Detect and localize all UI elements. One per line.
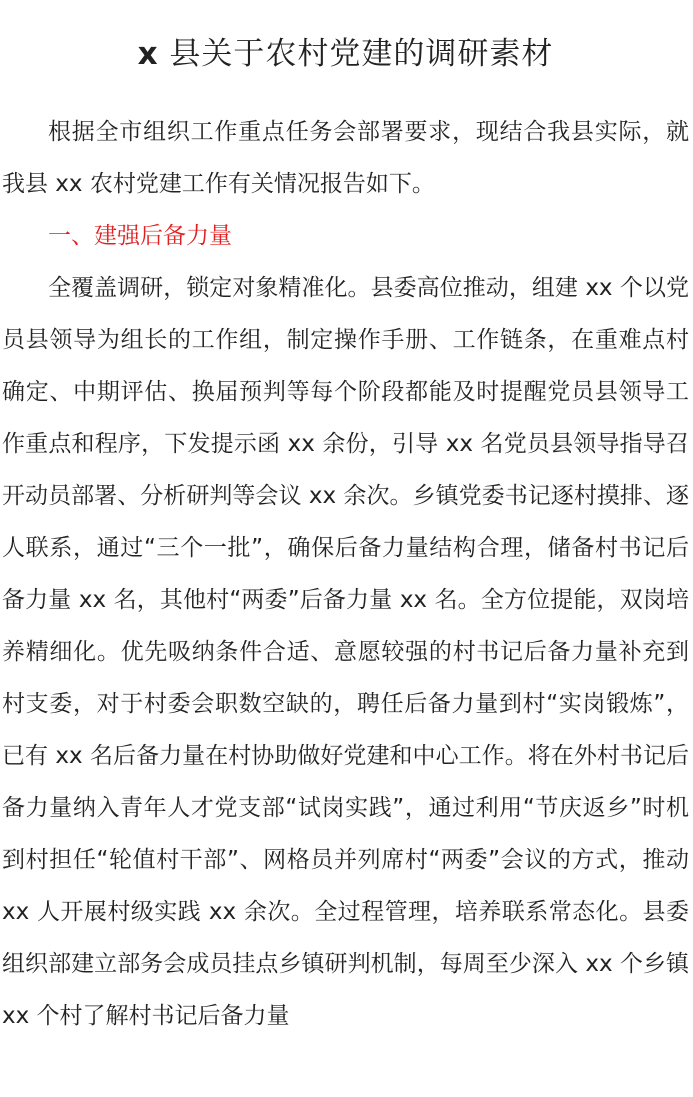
- section-1-paragraph: 全覆盖调研，锁定对象精准化。县委高位推动，组建 xx 个以党员县领导为组长的工作组，制定操作手册、工作链条，在重难点村确定、中期评估、换届预判等每个阶段都能及时提醒党员县领导工作重点和程序，下发提示函 xx 余份，引导 xx 名党员县领导指导召开动员部署、分析研判等会议 xx 余次。乡镇党委书记逐村摸排、逐人联系，通过“三个一批”，确保后备力量结构合理，储备村书记后备力量 xx 名，其他村“两委”后备力量 xx 名。全方位提能，双岗培养精细化。优先吸纳条件合适、意愿较强的村书记后备力量补充到村支委，对于村委会职数空缺的，聘任后备力量到村“实岗锻炼”，已有 xx 名后备力量在村协助做好党建和中心工作。将在外村书记后备力量纳入青年人才党支部“试岗实践”，通过利用“节庆返乡”时机到村担任“轮值村干部”、网格员并列席村“两委”会议的方式，推动 xx 人开展村级实践 xx 余次。全过程管理，培养联系常态化。县委组织部建立部务会成员挂点乡镇研判机制，每周至少深入 xx 个乡镇 xx 个村了解村书记后备力量: [2, 275, 689, 1029]
- section-heading-1: 一、建强后备力量: [48, 223, 232, 249]
- document-title: [2, 0, 689, 75]
- intro-paragraph: 根据全市组织工作重点任务会部署要求，现结合我县实际，就我县 xx 农村党建工作有关情况报告如下。: [2, 119, 689, 197]
- document-body: [2, 106, 689, 1042]
- document-title-lead: x: [137, 36, 159, 72]
- document-title-text: 县关于农村党建的调研素材: [158, 36, 554, 72]
